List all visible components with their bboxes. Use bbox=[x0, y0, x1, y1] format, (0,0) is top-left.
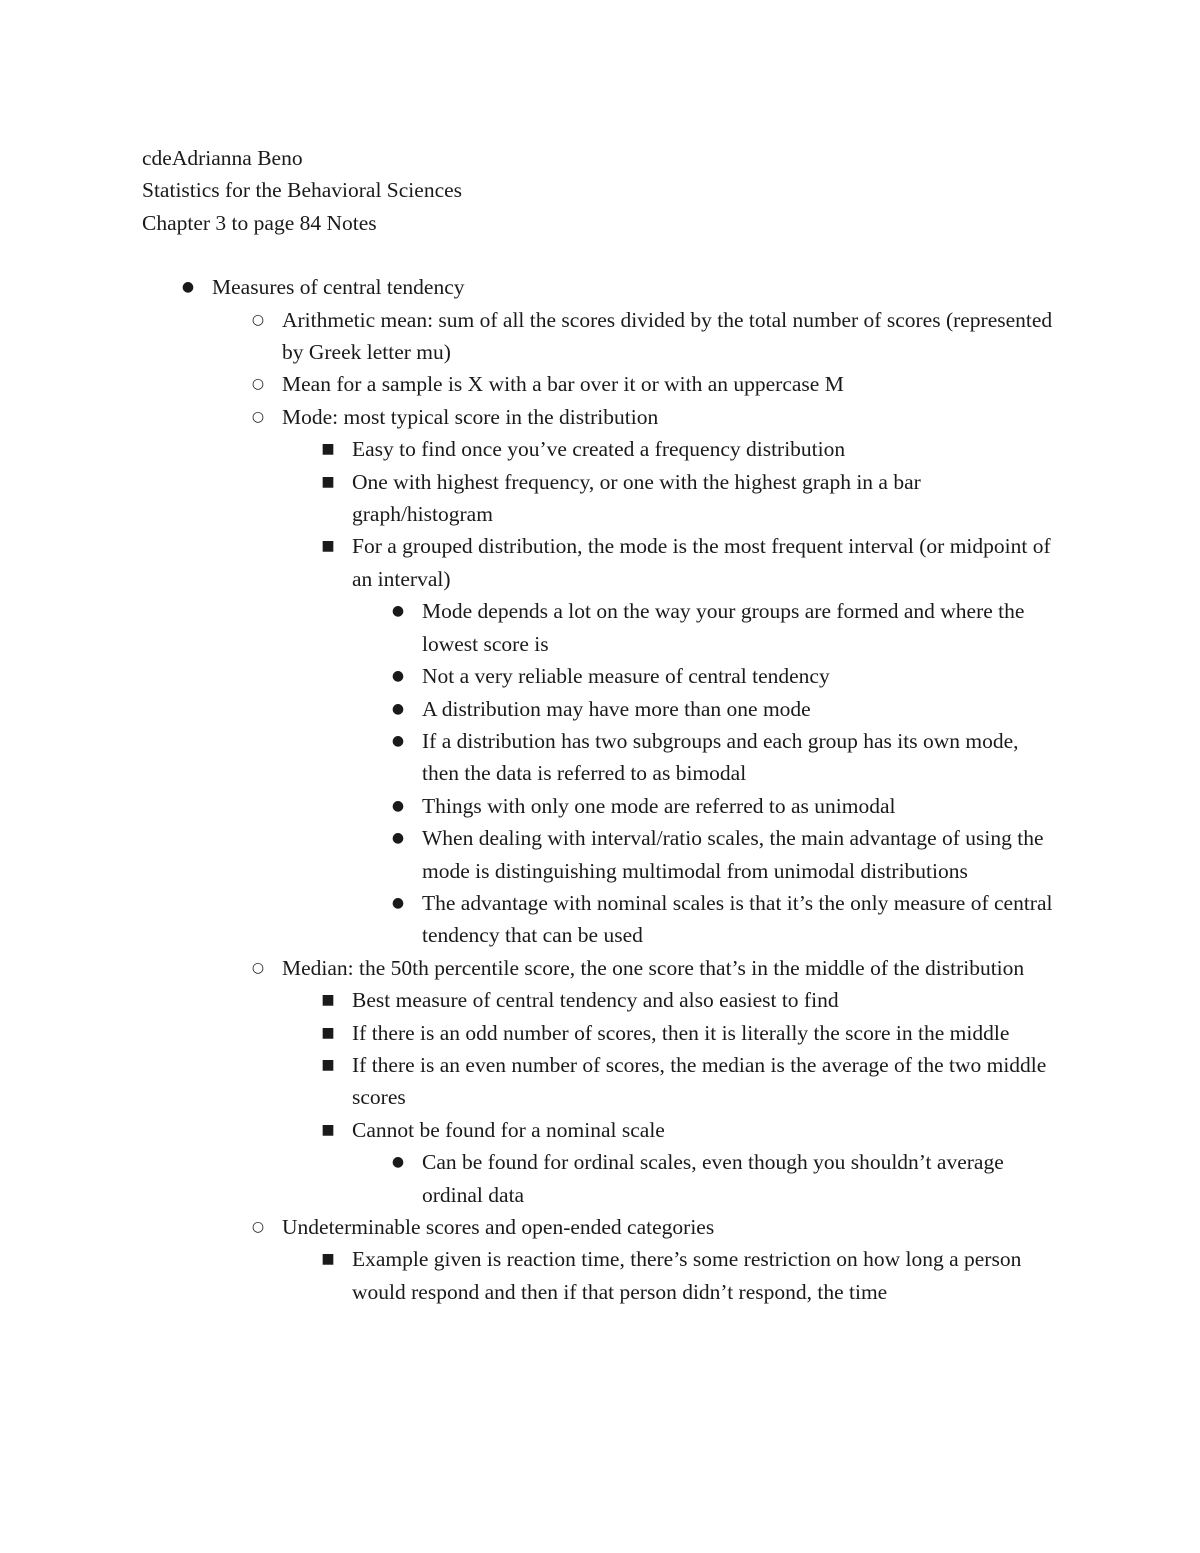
mode-detail-text: Mode depends a lot on the way your groups are formed and where the lowest score is bbox=[422, 599, 1025, 656]
mode-detail-text: Things with only one mode are referred to as unimodal bbox=[422, 793, 896, 818]
list-item bbox=[282, 1049, 1060, 1114]
list-item bbox=[282, 466, 1060, 531]
median-item-text: If there is an odd number of scores, then it is literally the score in the middle bbox=[352, 1020, 1010, 1045]
square-bullet-icon: ■ bbox=[321, 473, 335, 490]
list-item-mode bbox=[212, 401, 1060, 952]
square-bullet-icon: ■ bbox=[321, 1024, 335, 1041]
disc-bullet-icon: ● bbox=[391, 1154, 405, 1171]
list-item-undeterminable bbox=[212, 1211, 1060, 1308]
list-item bbox=[282, 1017, 1060, 1049]
list-item bbox=[282, 433, 1060, 465]
circle-bullet-icon: ○ bbox=[251, 311, 265, 328]
disc-bullet-icon: ● bbox=[391, 700, 405, 717]
square-bullet-icon: ■ bbox=[321, 1121, 335, 1138]
mode-item-text: For a grouped distribution, the mode is the most frequent interval (or midpoint of an interval) bbox=[352, 534, 1051, 591]
list-item bbox=[352, 693, 1060, 725]
author-name: cdeAdrianna Beno bbox=[142, 146, 303, 170]
disc-bullet-icon: ● bbox=[391, 668, 405, 685]
list-item-sample-mean bbox=[212, 368, 1060, 400]
blank-line bbox=[142, 239, 1060, 271]
square-bullet-icon: ■ bbox=[321, 1251, 335, 1268]
sample-mean-text: Mean for a sample is X with a bar over it or with an uppercase M bbox=[282, 372, 844, 397]
topic-sublist bbox=[212, 304, 1060, 1309]
mode-item-text: One with highest frequency, or one with the highest graph in a bar graph/histogram bbox=[352, 469, 921, 527]
mode-sublist bbox=[282, 433, 1060, 952]
list-item bbox=[352, 725, 1060, 790]
list-item bbox=[352, 660, 1060, 692]
disc-bullet-icon: ● bbox=[391, 894, 405, 911]
list-item bbox=[352, 1146, 1060, 1211]
median-item-text: If there is an even number of scores, the median is the average of the two middle scores bbox=[352, 1052, 1047, 1110]
mode-detail-text: If a distribution has two subgroups and each group has its own mode, then the data is referred to as bimodal bbox=[422, 728, 1019, 786]
square-bullet-icon: ■ bbox=[321, 992, 335, 1009]
mode-detail-text: Not a very reliable measure of central tendency bbox=[422, 664, 830, 689]
circle-bullet-icon: ○ bbox=[251, 959, 265, 976]
mode-item-text: Easy to find once you’ve created a frequency distribution bbox=[352, 437, 846, 462]
circle-bullet-icon: ○ bbox=[251, 1219, 265, 1235]
median-detail-text: Can be found for ordinal scales, even though you shouldn’t average ordinal data bbox=[422, 1150, 1004, 1207]
undeterminable-sublist bbox=[282, 1243, 1060, 1308]
course-title: Statistics for the Behavioral Sciences bbox=[142, 178, 463, 203]
list-item-median bbox=[212, 952, 1060, 1211]
list-item bbox=[282, 984, 1060, 1016]
median-sublist bbox=[282, 984, 1060, 1211]
list-item bbox=[352, 887, 1060, 952]
median-item-text: Best measure of central tendency and also easiest to find bbox=[352, 988, 839, 1013]
median-item-text: Cannot be found for a nominal scale bbox=[352, 1117, 665, 1142]
disc-bullet-icon: ● bbox=[391, 732, 405, 749]
undeterminable-text: Undeterminable scores and open-ended categories bbox=[282, 1215, 715, 1239]
mean-text: Arithmetic mean: sum of all the scores divided by the total number of scores (represented by Greek letter mu) bbox=[282, 307, 1053, 365]
chapter-title: Chapter 3 to page 84 Notes bbox=[142, 210, 377, 235]
nominal-sublist bbox=[352, 1146, 1060, 1211]
median-text: Median: the 50th percentile score, the one score that’s in the middle of the distribution bbox=[282, 955, 1025, 980]
square-bullet-icon: ■ bbox=[321, 538, 335, 555]
disc-bullet-icon: ● bbox=[391, 797, 405, 814]
topic-text: Measures of central tendency bbox=[212, 275, 465, 300]
list-item bbox=[352, 822, 1060, 887]
disc-bullet-icon: ● bbox=[181, 279, 195, 296]
undeterminable-item-text: Example given is reaction time, there’s some restriction on how long a person would respond and then if that person didn’t respond, the time bbox=[352, 1247, 1022, 1304]
disc-bullet-icon: ● bbox=[391, 830, 405, 847]
list-item bbox=[282, 1114, 1060, 1211]
list-item bbox=[352, 790, 1060, 822]
circle-bullet-icon: ○ bbox=[251, 376, 265, 393]
mode-detail-text: The advantage with nominal scales is that it’s the only measure of central tendency that can be used bbox=[422, 890, 1053, 948]
mode-detail-text: A distribution may have more than one mode bbox=[422, 696, 811, 721]
list-item bbox=[282, 530, 1060, 951]
square-bullet-icon: ■ bbox=[321, 441, 335, 458]
circle-bullet-icon: ○ bbox=[251, 408, 265, 425]
mode-detail-text: When dealing with interval/ratio scales, the main advantage of using the mode is distinguishing multimodal from unimodal distributions bbox=[422, 826, 1044, 883]
mode-text: Mode: most typical score in the distribution bbox=[282, 404, 659, 429]
disc-bullet-icon: ● bbox=[391, 603, 405, 620]
square-bullet-icon: ■ bbox=[321, 1056, 335, 1073]
list-item-topic bbox=[142, 271, 1060, 1308]
list-item bbox=[282, 1243, 1060, 1308]
list-item-mean bbox=[212, 304, 1060, 369]
list-item bbox=[352, 595, 1060, 660]
notes-outline bbox=[142, 271, 1060, 1308]
grouped-mode-sublist bbox=[352, 595, 1060, 951]
